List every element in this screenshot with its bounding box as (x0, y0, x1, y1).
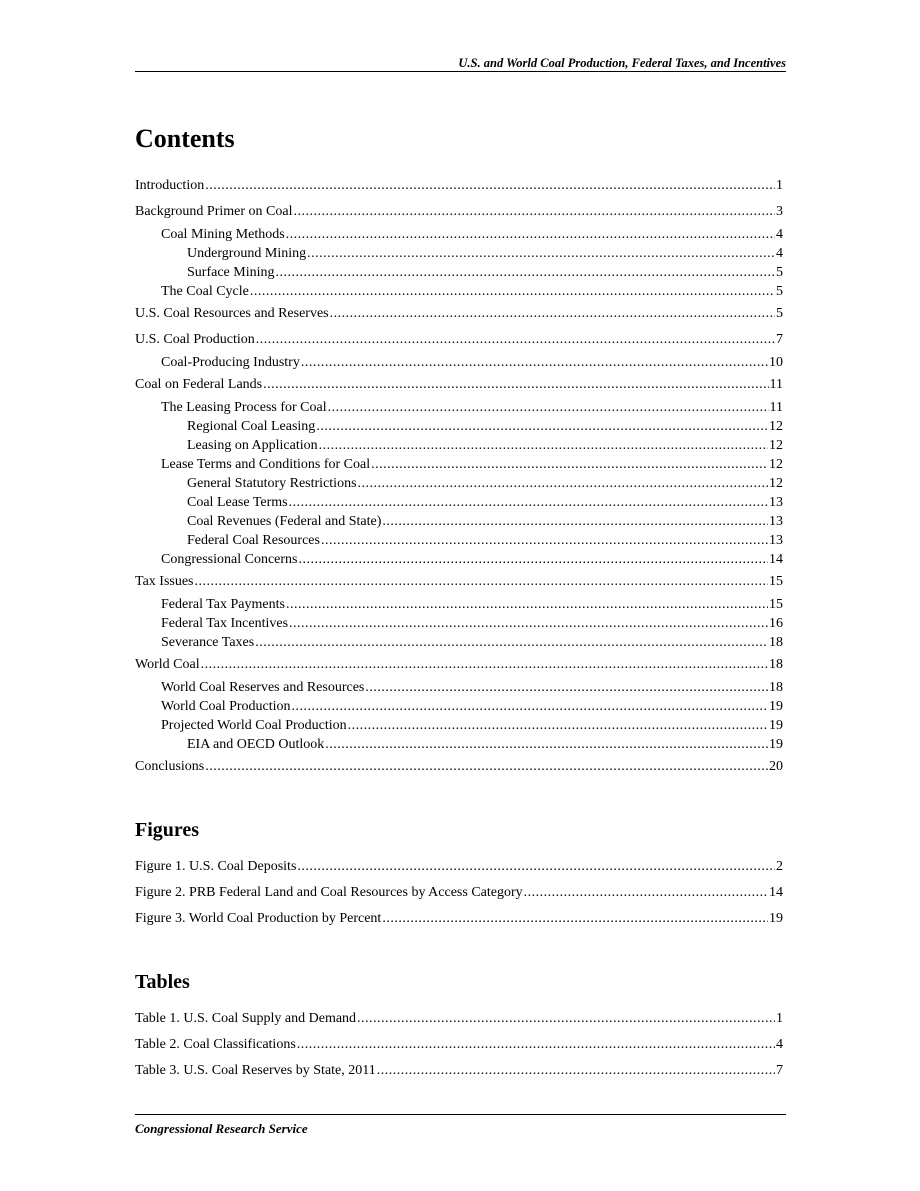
entry-page-number: 14 (769, 552, 783, 567)
contents-entry[interactable] (135, 532, 783, 550)
entry-page-number: 1 (776, 178, 783, 193)
contents-entry[interactable] (135, 245, 783, 263)
dot-leader (348, 717, 768, 735)
dot-leader (286, 596, 768, 614)
contents-entry[interactable] (135, 656, 783, 674)
entry-page-number: 19 (769, 737, 783, 752)
entry-title: World Coal Production (161, 699, 291, 714)
contents-entry[interactable] (135, 513, 783, 531)
contents-entry[interactable] (135, 596, 783, 614)
entry-title: Table 3. U.S. Coal Reserves by State, 2011 (135, 1063, 376, 1078)
entry-title: The Coal Cycle (161, 284, 249, 299)
dot-leader (365, 679, 768, 697)
contents-entry[interactable] (135, 283, 783, 301)
contents-entry[interactable] (135, 615, 783, 633)
entry-page-number: 20 (769, 759, 783, 774)
entry-page-number: 5 (776, 265, 783, 280)
entry-title: Figure 2. PRB Federal Land and Coal Resources by Access Category (135, 885, 523, 900)
entry-page-number: 11 (769, 400, 783, 415)
entry-title: Table 2. Coal Classifications (135, 1037, 296, 1052)
entry-title: General Statutory Restrictions (187, 476, 357, 491)
entry-page-number: 13 (769, 533, 783, 548)
dot-leader (297, 858, 775, 876)
contents-entry[interactable] (135, 331, 783, 349)
dot-leader (205, 758, 768, 776)
entry-page-number: 14 (769, 885, 783, 900)
contents-entry[interactable] (135, 475, 783, 493)
dot-leader (289, 615, 768, 633)
contents-entry[interactable] (135, 456, 783, 474)
dot-leader (328, 399, 769, 417)
entry-title: Coal Revenues (Federal and State) (187, 514, 382, 529)
contents-entry[interactable] (135, 399, 783, 417)
entry-title: Projected World Coal Production (161, 718, 347, 733)
entry-page-number: 4 (776, 227, 783, 242)
dot-leader (382, 910, 768, 928)
entry-title: Tax Issues (135, 574, 194, 589)
dot-leader (195, 573, 768, 591)
entry-title: Coal-Producing Industry (161, 355, 300, 370)
dot-leader (358, 475, 768, 493)
entry-page-number: 5 (776, 306, 783, 321)
entry-title: U.S. Coal Resources and Reserves (135, 306, 329, 321)
dot-leader (371, 456, 768, 474)
dot-leader (319, 437, 768, 455)
dot-leader (330, 305, 775, 323)
dot-leader (250, 283, 775, 301)
tables-entry[interactable] (135, 1036, 783, 1054)
dot-leader (286, 226, 775, 244)
entry-title: Background Primer on Coal (135, 204, 293, 219)
entry-page-number: 3 (776, 204, 783, 219)
contents-entry[interactable] (135, 354, 783, 372)
figures-entry[interactable] (135, 884, 783, 902)
entry-title: Regional Coal Leasing (187, 419, 316, 434)
entry-title: World Coal (135, 657, 200, 672)
entry-title: The Leasing Process for Coal (161, 400, 327, 415)
entry-title: Coal Lease Terms (187, 495, 288, 510)
entry-title: Figure 1. U.S. Coal Deposits (135, 859, 297, 874)
entry-page-number: 12 (769, 419, 783, 434)
entry-page-number: 19 (769, 718, 783, 733)
dot-leader (297, 1036, 775, 1054)
entry-title: World Coal Reserves and Resources (161, 680, 365, 695)
tables-entry[interactable] (135, 1062, 783, 1080)
entry-title: Severance Taxes (161, 635, 255, 650)
dot-leader (255, 634, 768, 652)
contents-entry[interactable] (135, 305, 783, 323)
contents-entry[interactable] (135, 226, 783, 244)
entry-page-number: 18 (769, 635, 783, 650)
contents-entry[interactable] (135, 717, 783, 735)
contents-entry[interactable] (135, 551, 783, 569)
entry-page-number: 11 (769, 377, 783, 392)
entry-page-number: 12 (769, 438, 783, 453)
entry-page-number: 5 (776, 284, 783, 299)
dot-leader (307, 245, 775, 263)
contents-entry[interactable] (135, 573, 783, 591)
entry-page-number: 7 (776, 332, 783, 347)
entry-title: Figure 3. World Coal Production by Percent (135, 911, 382, 926)
entry-title: Federal Tax Incentives (161, 616, 289, 631)
tables-entry[interactable] (135, 1010, 783, 1028)
figures-heading: Figures (135, 819, 200, 841)
entry-title: Underground Mining (187, 246, 307, 261)
entry-title: Table 1. U.S. Coal Supply and Demand (135, 1011, 357, 1026)
entry-page-number: 4 (776, 1037, 783, 1052)
contents-entry[interactable] (135, 437, 783, 455)
entry-page-number: 7 (776, 1063, 783, 1078)
contents-entry[interactable] (135, 634, 783, 652)
contents-entry[interactable] (135, 736, 783, 754)
entry-title: U.S. Coal Production (135, 332, 255, 347)
contents-entry[interactable] (135, 679, 783, 697)
entry-page-number: 13 (769, 495, 783, 510)
dot-leader (205, 177, 775, 195)
entry-page-number: 18 (769, 680, 783, 695)
entry-page-number: 4 (776, 246, 783, 261)
entry-page-number: 15 (769, 597, 783, 612)
entry-page-number: 2 (776, 859, 783, 874)
entry-page-number: 19 (769, 699, 783, 714)
contents-entry[interactable] (135, 376, 783, 394)
entry-title: Coal on Federal Lands (135, 377, 263, 392)
contents-entry[interactable] (135, 203, 783, 221)
dot-leader (263, 376, 768, 394)
dot-leader (325, 736, 768, 754)
entry-page-number: 10 (769, 355, 783, 370)
contents-entry[interactable] (135, 264, 783, 282)
dot-leader (316, 418, 768, 436)
running-header: U.S. and World Coal Production, Federal Taxes, and Incentives (135, 55, 786, 72)
dot-leader (201, 656, 768, 674)
dot-leader (382, 513, 768, 531)
entry-title: Coal Mining Methods (161, 227, 285, 242)
dot-leader (524, 884, 768, 902)
figures-entry[interactable] (135, 858, 783, 876)
entry-page-number: 15 (769, 574, 783, 589)
contents-entry[interactable] (135, 418, 783, 436)
dot-leader (275, 264, 775, 282)
entry-page-number: 18 (769, 657, 783, 672)
tables-heading: Tables (135, 971, 190, 993)
entry-title: EIA and OECD Outlook (187, 737, 325, 752)
entry-title: Surface Mining (187, 265, 275, 280)
contents-entry[interactable] (135, 177, 783, 195)
dot-leader (289, 494, 768, 512)
dot-leader (357, 1010, 775, 1028)
entry-page-number: 19 (769, 911, 783, 926)
contents-entry[interactable] (135, 494, 783, 512)
dot-leader (298, 551, 768, 569)
figures-entry[interactable] (135, 910, 783, 928)
dot-leader (293, 203, 775, 221)
entry-title: Lease Terms and Conditions for Coal (161, 457, 371, 472)
entry-title: Federal Coal Resources (187, 533, 320, 548)
entry-page-number: 13 (769, 514, 783, 529)
entry-page-number: 16 (769, 616, 783, 631)
entry-title: Introduction (135, 178, 205, 193)
dot-leader (301, 354, 768, 372)
entry-page-number: 1 (776, 1011, 783, 1026)
dot-leader (377, 1062, 775, 1080)
contents-entry[interactable] (135, 758, 783, 776)
dot-leader (256, 331, 775, 349)
dot-leader (292, 698, 768, 716)
entry-page-number: 12 (769, 457, 783, 472)
running-footer: Congressional Research Service (135, 1114, 786, 1137)
entry-title: Leasing on Application (187, 438, 318, 453)
contents-entry[interactable] (135, 698, 783, 716)
contents-heading: Contents (135, 124, 235, 153)
entry-title: Conclusions (135, 759, 205, 774)
entry-title: Congressional Concerns (161, 552, 298, 567)
entry-title: Federal Tax Payments (161, 597, 285, 612)
entry-page-number: 12 (769, 476, 783, 491)
dot-leader (321, 532, 768, 550)
